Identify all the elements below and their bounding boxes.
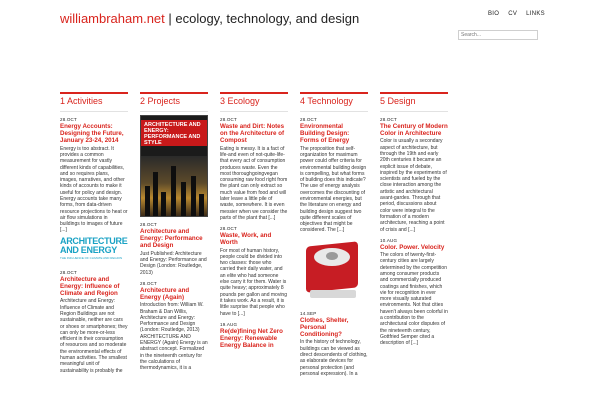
divider xyxy=(380,111,448,112)
column-technology xyxy=(300,92,368,377)
post-date: 28.OCT xyxy=(60,117,77,122)
post-title-link[interactable]: Color. Power. Velocity xyxy=(380,243,445,251)
device-base xyxy=(310,290,356,298)
post-excerpt: Introduction from: William W. Braham & Dan Willis, Architecture and Energy: Performance and Design (London: Routledge, 2013) ARCHITECTURE AND ENERGY (Again) Energy is an abstract concept. Formalized in the nineteenth century for the calculations of thermodynamics, it is a xyxy=(140,302,208,372)
logo-line-1: ARCHITECTURE xyxy=(60,235,128,246)
post-excerpt: Color is usually a secondary aspect of architecture, but through the 19th and early 20th centuries it became an explicit issue of debate, inspired by the experiments of scientists and fueled by the close interaction among the artistic and architectural avant-gardes. Through that period, discussions about color were integral to the formation of a modern architecture, reaching a point of crisis and [...] xyxy=(380,138,447,233)
column-heading[interactable]: 3 Ecology xyxy=(220,92,288,108)
post-date: 10.AUG xyxy=(380,237,398,243)
post-title-link[interactable]: Architecture and Energy: Performance and Design xyxy=(140,228,203,250)
post-title-link[interactable]: Re(de)fining Net Zero Energy: Renewable Energy Balance in xyxy=(220,327,283,350)
post-excerpt: Just Published: Architecture and Energy: Performance and Design (London: Routledge, 2013) xyxy=(140,250,207,276)
post-date: 28.OCT xyxy=(140,222,157,227)
column-heading[interactable]: 4 Technology xyxy=(300,92,368,108)
post-date: 28.OCT xyxy=(60,269,77,275)
post xyxy=(300,117,368,234)
post xyxy=(220,226,288,317)
post-title-link[interactable]: Clothes, Shelter, Personal Conditioning? xyxy=(300,316,349,339)
post-date: 28.OCT xyxy=(220,117,237,122)
red-device-image[interactable] xyxy=(300,238,366,306)
post-date: 28.OCT xyxy=(140,280,157,286)
top-nav xyxy=(488,11,552,17)
device-knob xyxy=(326,252,338,260)
column-heading[interactable]: 1 Activities xyxy=(60,92,128,108)
post-title-link[interactable]: Waste, Work, and Worth xyxy=(220,232,272,247)
site-tagline: | ecology, technology, and design xyxy=(164,11,360,26)
site-title[interactable] xyxy=(60,11,359,27)
post-excerpt: Energy is too abstract. It provides a common measurement for vastly different kinds of capabilities, and so requires plans, images, narratives, and other kinds of accounts to make it useful for policy and design. Energy accounts take many forms, from data-driven resource projections to heat or air flow simulations in buildings to images of future [...] xyxy=(60,145,128,234)
post-excerpt: In the history of technology, buildings can be viewed as direct descendents of clothing, as elaborate devices for personal protection (and personal expression). In a xyxy=(300,339,368,377)
post xyxy=(60,117,128,234)
post-date: 28.OCT xyxy=(380,117,397,122)
divider xyxy=(140,111,208,112)
post-excerpt: Architecture and Energy: Influence of Climate and Region Buildings are not sustainable, neither are cars or shoes or smartphones; they can only be more-or-less efficient in their consumption of resources and so moderate the environmental effects of human activities. The smallest meaningful unit of sustainability is probably the xyxy=(60,298,128,374)
post-excerpt: The colors of twenty-first-century cities are largely determined by the competition among consumer products and commercially produced coatings and finishes, which vie for recognition in ever more visually saturated environments. Not that cities haven't always been colorful in a contribution to the architectural color disputes of the nineteenth century, Gottfried Semper cited a description of [...] xyxy=(380,252,448,347)
logo-line-3: THE INFLUENCE OF CLIMATE AND REGION xyxy=(60,255,123,260)
column-heading[interactable]: 2 Projects xyxy=(140,92,208,108)
nav-links-link[interactable]: LINKS xyxy=(526,11,545,17)
book-cover-image[interactable] xyxy=(140,115,208,217)
post-title-link[interactable]: Architecture and Energy: Influence of Climate and Region xyxy=(60,275,120,298)
post-title-link[interactable]: Architecture and Energy (Again) xyxy=(140,286,190,301)
divider xyxy=(220,111,288,112)
post-date: 28.OCT xyxy=(300,117,317,122)
post-date: 28.OCT xyxy=(220,226,237,232)
post xyxy=(380,117,448,233)
post xyxy=(380,238,448,347)
column-activities xyxy=(60,92,128,374)
column-design xyxy=(380,92,448,347)
book-cover-city xyxy=(141,156,207,216)
post-date: 19.AUG xyxy=(220,321,238,327)
divider xyxy=(300,111,368,112)
post-date: 14.SEP xyxy=(300,310,317,316)
post xyxy=(140,281,208,372)
post-title-link[interactable]: Waste and Dirt: Notes on the Architecture of Compost xyxy=(220,123,285,145)
post xyxy=(60,270,128,374)
column-heading[interactable]: 5 Design xyxy=(380,92,448,108)
nav-cv-link[interactable]: CV xyxy=(508,11,518,17)
book-cover-title: ARCHITECTURE AND ENERGY: PERFORMANCE AND STYLE xyxy=(144,122,201,146)
post xyxy=(220,322,288,350)
post-excerpt: The proposition that self-organization for maximum power could offer criteria for environmental building design is compelling, but what forms of building does this indicate? The use of energy analysis overcomes the discounting of environmental energies, but the literature on energy and building design suggest two quite different scales of objectives that might be considered. The [...] xyxy=(300,145,367,234)
logo-line-2: AND ENERGY xyxy=(60,244,118,255)
nav-bio-link[interactable]: BIO xyxy=(488,11,500,17)
site-name-link[interactable]: williambraham.net xyxy=(60,11,165,26)
post-title-link[interactable]: The Century of Modern Color in Architecture xyxy=(380,123,448,138)
post xyxy=(300,311,368,377)
column-projects xyxy=(140,92,208,371)
post-excerpt: For most of human history, people could be divided into two classes: those who carried their daily water, and an elite who had someone else carry it for them. Water is quite heavy; approximately 8 pounds per gallon and moving it takes work. As a result, it is little surprise that people who have to [...] xyxy=(220,247,287,317)
post xyxy=(140,222,208,276)
column-ecology xyxy=(220,92,288,349)
post-excerpt: Eating is messy. It is a fact of life-and even of not-quite-life- that every act of consumption produces waste. Even the most thoroughgoingvegan consuming raw food right from the plant can only extract so much value from food and will later leave a little pile of waste, somewhere. It is even messier when we consider the parts of the plant that [...] xyxy=(220,145,288,221)
post xyxy=(220,117,288,221)
search-input[interactable] xyxy=(458,30,538,40)
post-title-link[interactable]: Energy Accounts: Designing the Future, January 23-24, 2014 xyxy=(60,123,124,145)
post-title-link[interactable]: Environmental Building Design: Forms of Energy xyxy=(300,123,350,145)
divider xyxy=(60,111,128,112)
architecture-energy-logo[interactable] xyxy=(60,237,126,265)
